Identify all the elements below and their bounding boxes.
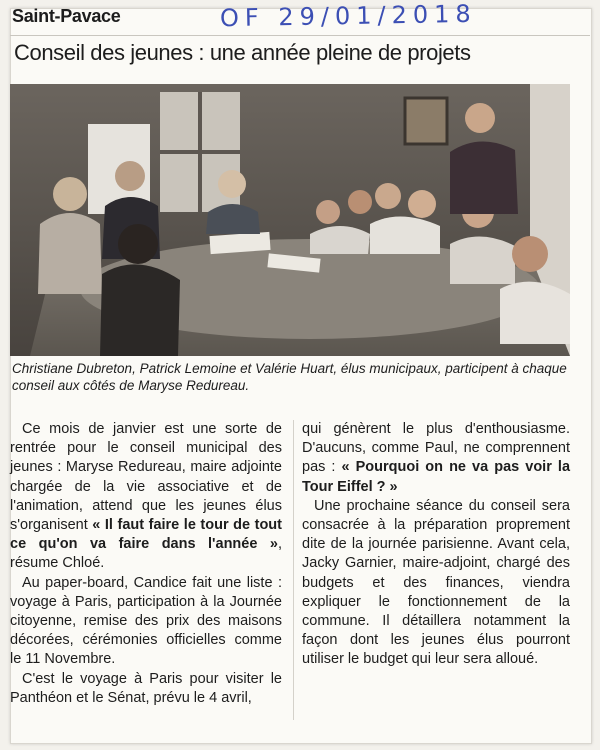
- column-divider: [293, 420, 294, 720]
- pull-quote: « Il faut faire le tour de tout ce qu'on va faire dans l'année »: [10, 517, 282, 553]
- photo-caption: Christiane Dubreton, Patrick Lemoine et Valérie Huart, élus municipaux, participent à chaque conseil aux côtés de Maryse Redureau.: [12, 361, 567, 393]
- article-column-left: [10, 420, 282, 708]
- paragraph: C'est le voyage à Paris pour visiter le Panthéon et le Sénat, prévu le 4 avril,: [10, 670, 282, 706]
- paragraph-text: Ce mois de janvier est une sorte de rentrée pour le conseil municipal des jeunes : Maryse Redureau, maire adjointe chargée de la vie associative et de l'animation, attend que les jeunes élus s'organisent: [10, 421, 282, 534]
- paragraph: Une prochaine séance du conseil sera consacrée à la préparation proprement dite de la journée parisienne. Avant cela, Jacky Garnier, maire-adjoint, chargé des budgets et des finances, viendra expliquer le fonctionnement de la commune. Il détaillera notamment la façon dont les jeunes élus pourront utiliser le budget qui leur sera alloué.: [302, 497, 570, 668]
- article-photo: [10, 84, 570, 356]
- photo-illustration: [10, 84, 570, 356]
- section-label: Saint-Pavace: [12, 6, 121, 26]
- paragraph-text: qui génèrent le plus d'enthousiasme. D'aucuns, comme Paul, ne comprennent pas :: [302, 421, 570, 476]
- paragraph: [10, 420, 282, 574]
- article-headline: Conseil des jeunes : une année pleine de projets: [14, 40, 471, 65]
- pull-quote: « Pourquoi on ne va pas voir la Tour Eiffel ? »: [302, 459, 571, 495]
- paragraph: [302, 420, 570, 497]
- article-column-right: [302, 420, 570, 670]
- header-rule: [10, 35, 590, 36]
- handwritten-date-annotation: OF 29/01/2018: [219, 0, 477, 33]
- paragraph: Au paper-board, Candice fait une liste : voyage à Paris, participation à la Journée citoyenne, remise des prix des maisons décorées, cérémonies officielles comme le 11 Novembre.: [10, 574, 282, 668]
- paragraph-text: , résume Chloé.: [10, 536, 282, 572]
